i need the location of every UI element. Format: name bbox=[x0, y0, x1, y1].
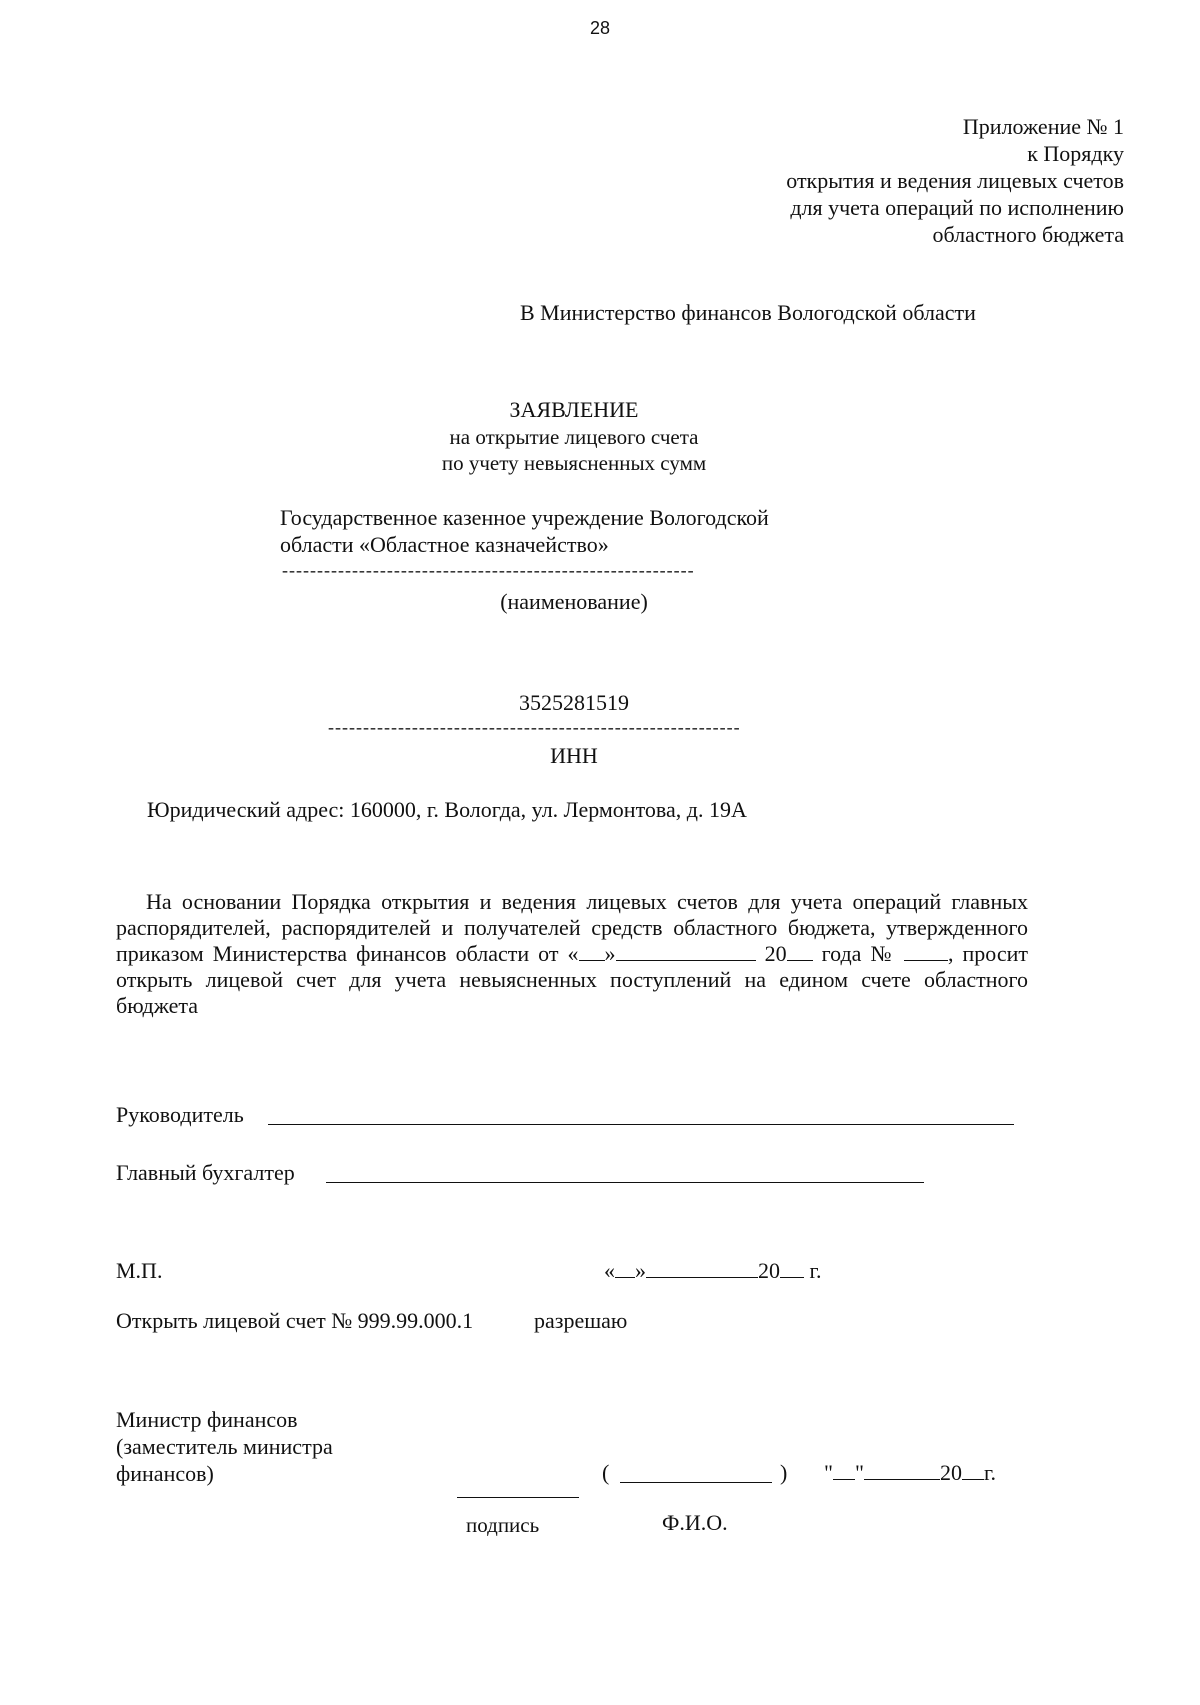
chief-accountant-label: Главный бухгалтер bbox=[116, 1160, 295, 1185]
stamp-date bbox=[604, 1258, 822, 1284]
fio-paren-close: ) bbox=[780, 1460, 788, 1485]
document-subtitle-1: на открытие лицевого счета bbox=[449, 425, 699, 449]
document-subtitle-2: по учету невыясненных сумм bbox=[441, 451, 707, 475]
stamp-date-close: » bbox=[635, 1258, 646, 1283]
minister-line-1: Министр финансов bbox=[116, 1407, 298, 1432]
fio-caption: Ф.И.О. bbox=[662, 1510, 728, 1535]
minister-signature-line bbox=[457, 1497, 579, 1498]
fio-blank bbox=[620, 1482, 772, 1483]
head-label: Руководитель bbox=[116, 1102, 244, 1127]
organization-caption: (наименование) bbox=[500, 589, 648, 614]
paragraph-text-5: , просит открыть лицевой счет для учета невыясненных поступлений на едином счете областного бюджета bbox=[116, 941, 1029, 1018]
appendix-line-3: открытия и ведения лицевых счетов bbox=[786, 168, 1124, 193]
addressee: В Министерство финансов Вологодской области bbox=[520, 300, 976, 325]
minister-line-3: финансов) bbox=[116, 1461, 214, 1486]
day-blank bbox=[579, 960, 605, 961]
document-title: ЗАЯВЛЕНИЕ bbox=[509, 397, 639, 422]
paragraph-text-4: года № bbox=[812, 941, 904, 966]
appendix-line-1: Приложение № 1 bbox=[962, 114, 1124, 139]
minister-label bbox=[116, 1406, 333, 1487]
order-number-blank bbox=[904, 960, 948, 961]
stamp-year: 20 bbox=[758, 1258, 780, 1283]
organization-name bbox=[280, 504, 769, 558]
minister-month-blank bbox=[864, 1479, 940, 1480]
stamp-year-blank bbox=[780, 1277, 804, 1278]
permission-text: Открыть лицевой счет № 999.99.000.1 bbox=[116, 1308, 474, 1333]
month-blank bbox=[616, 960, 756, 961]
minister-date-quote-close: " bbox=[854, 1460, 864, 1485]
minister-year-suffix: г. bbox=[983, 1460, 997, 1485]
stamp-year-suffix: г. bbox=[804, 1258, 822, 1283]
appendix-line-4: для учета операций по исполнению bbox=[790, 195, 1124, 220]
chief-accountant-signature-line bbox=[326, 1182, 924, 1183]
stamp-day-blank bbox=[615, 1277, 635, 1278]
minister-day-blank bbox=[833, 1479, 855, 1480]
paragraph-text-1: На основании Порядка открытия и ведения лицевых счетов для учета операций главных распорядителей, распорядителей и получателей средств областного бюджета, утвержденного приказом Министерства финансов области от « bbox=[116, 889, 1028, 966]
organization-line-1: Государственное казенное учреждение Вологодской bbox=[280, 505, 769, 530]
organization-dash-line: ----------------------------------------------------------- bbox=[282, 560, 695, 580]
year-blank bbox=[787, 960, 813, 961]
appendix-line-2: к Порядку bbox=[1027, 141, 1124, 166]
application-paragraph bbox=[116, 889, 1028, 1019]
stamp-month-blank bbox=[646, 1277, 758, 1278]
organization-line-2: области «Областное казначейство» bbox=[280, 532, 609, 557]
minister-line-2: (заместитель министра bbox=[116, 1434, 333, 1459]
fio-paren-open: ( bbox=[602, 1460, 610, 1485]
page-number: 28 bbox=[589, 18, 611, 38]
permission-word: разрешаю bbox=[534, 1308, 628, 1333]
inn-value: 3525281519 bbox=[519, 690, 629, 715]
paragraph-text-3: 20 bbox=[755, 941, 787, 966]
signature-caption: подпись bbox=[466, 1513, 540, 1537]
minister-date-quote-open: " bbox=[824, 1460, 833, 1485]
stamp-date-open: « bbox=[604, 1258, 615, 1283]
head-signature-line bbox=[268, 1124, 1014, 1125]
appendix-line-5: областного бюджета bbox=[932, 222, 1124, 247]
minister-year: 20 bbox=[939, 1460, 962, 1485]
minister-date bbox=[824, 1460, 996, 1486]
minister-year-blank bbox=[962, 1479, 984, 1480]
stamp-mark: М.П. bbox=[116, 1258, 163, 1283]
legal-address: Юридический адрес: 160000, г. Вологда, ул. Лермонтова, д. 19А bbox=[147, 797, 747, 822]
paragraph-text-2: » bbox=[604, 941, 616, 966]
inn-dash-line: ----------------------------------------------------------- bbox=[328, 717, 741, 737]
appendix-header bbox=[524, 113, 1124, 248]
inn-caption: ИНН bbox=[550, 743, 598, 768]
